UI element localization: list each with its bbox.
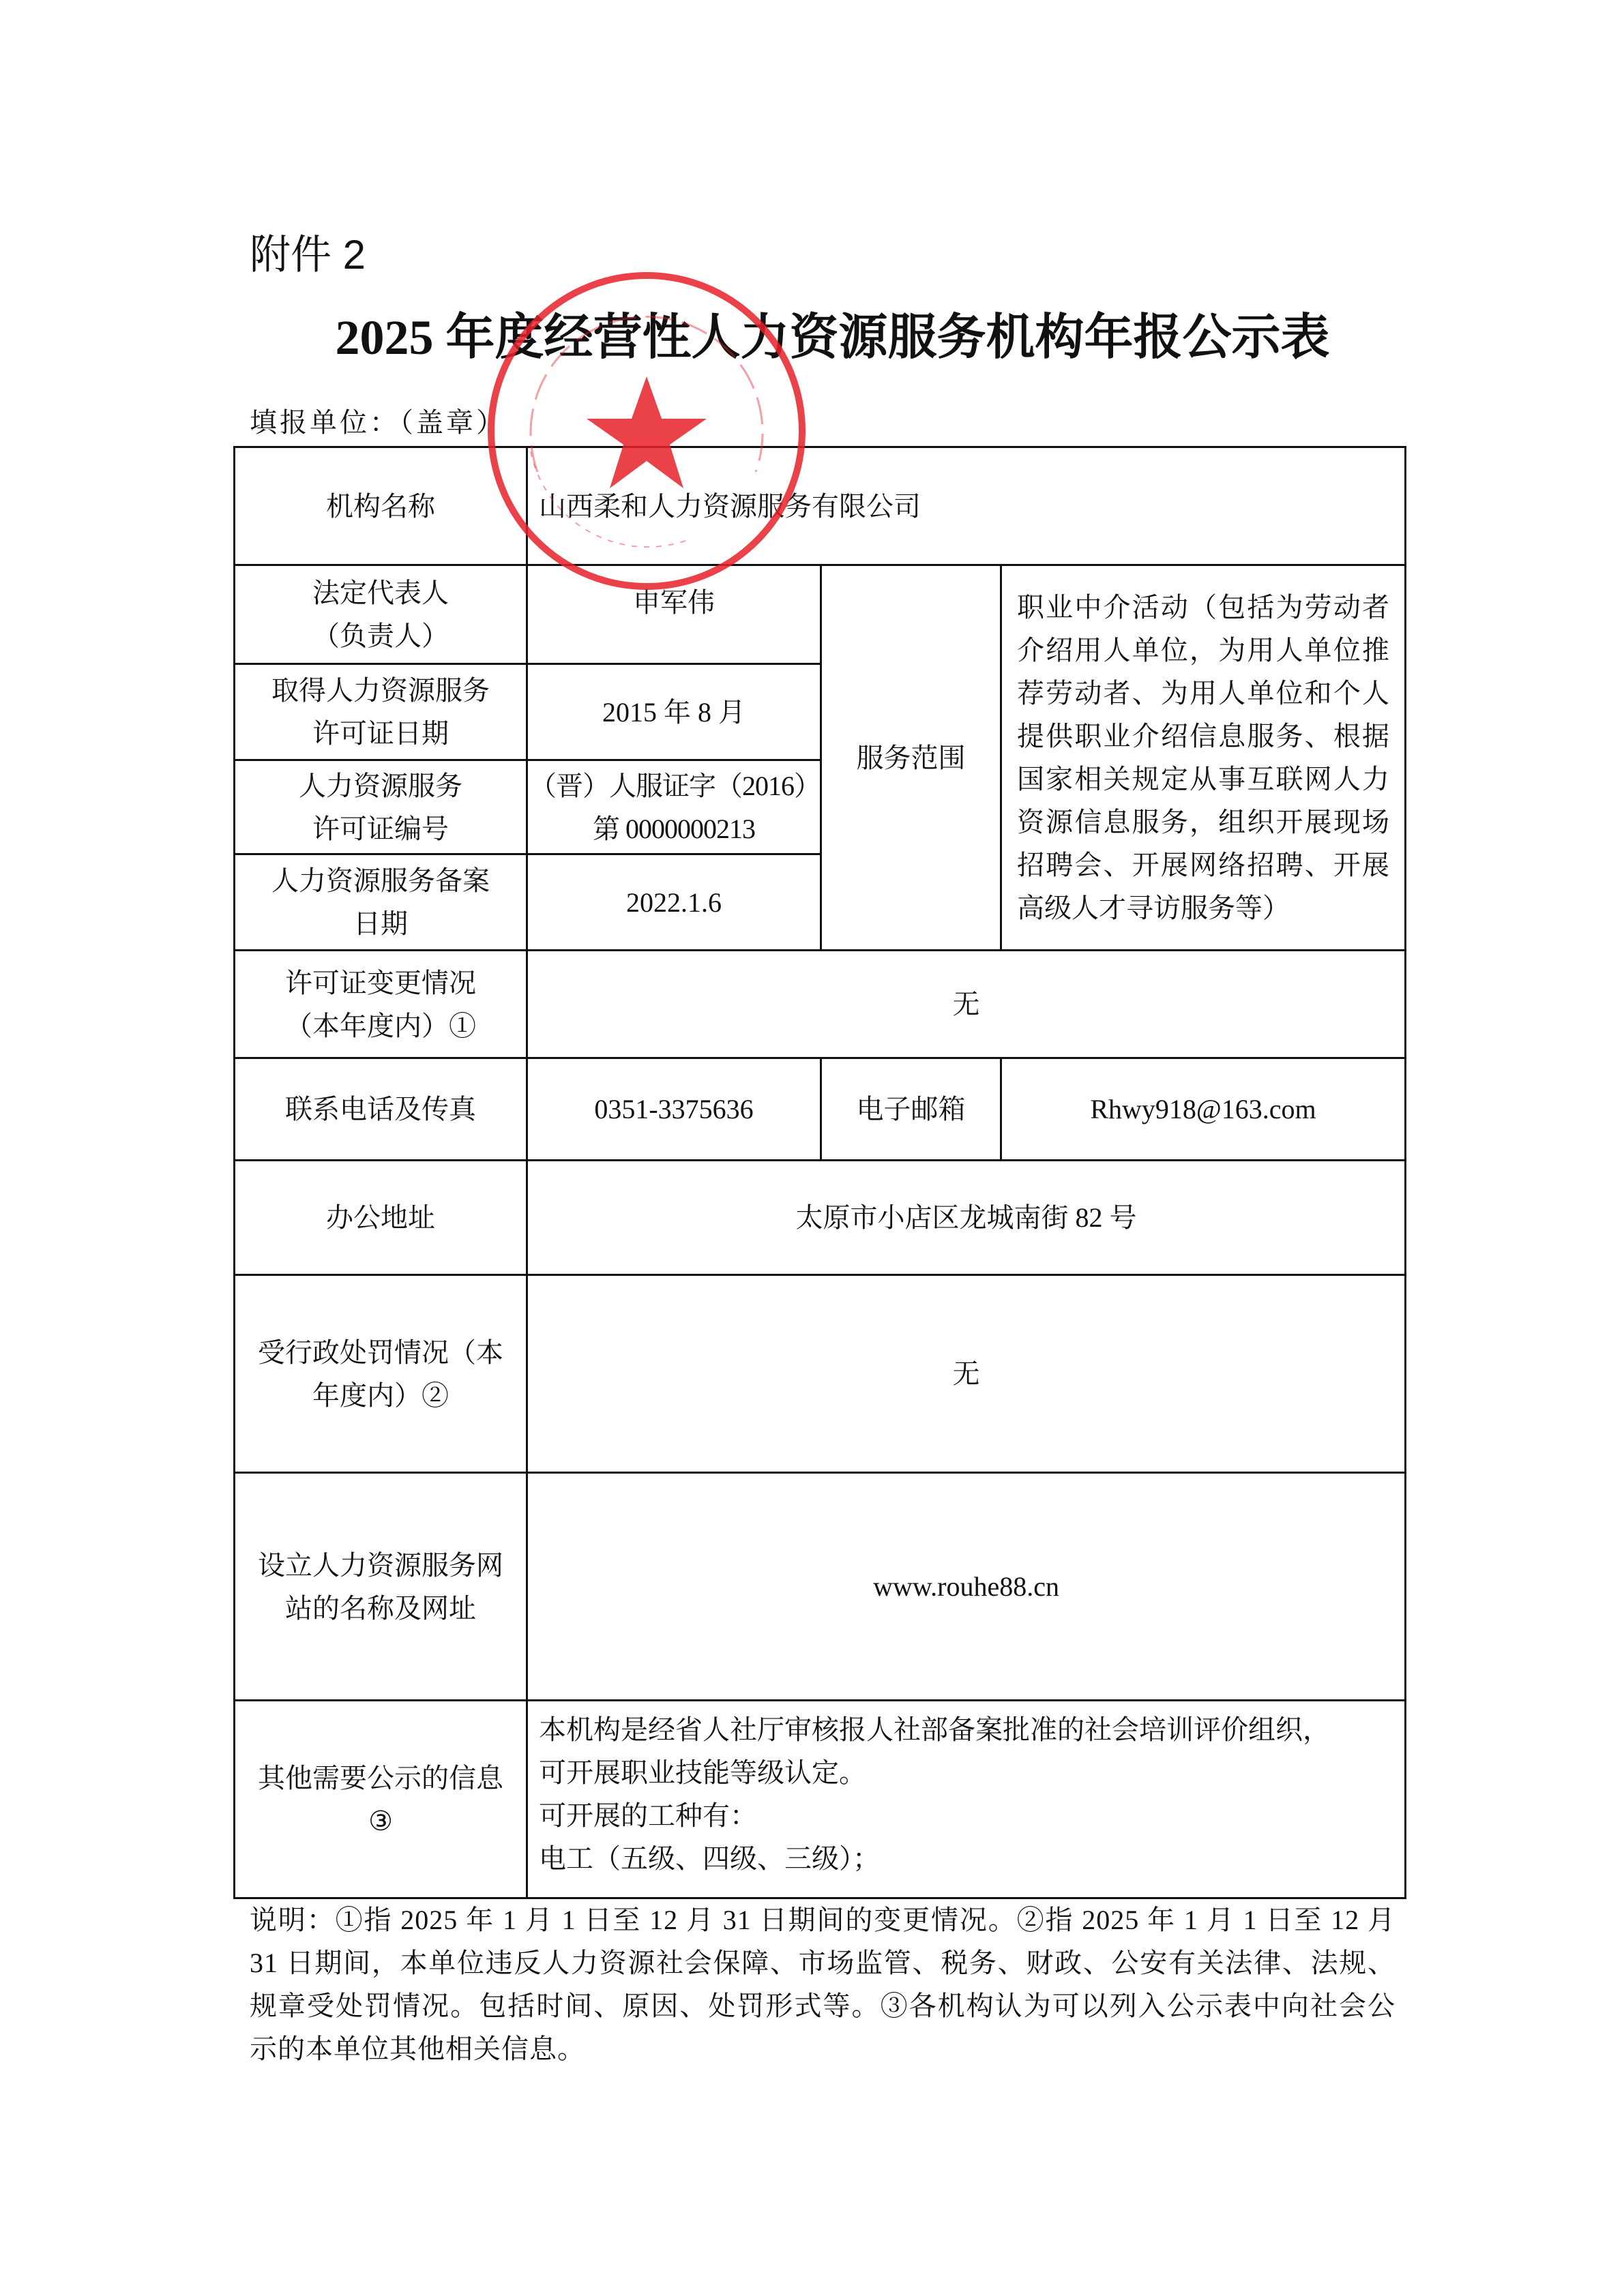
phone-label: 联系电话及传真 [235,1058,527,1161]
scope-label: 服务范围 [821,565,1001,951]
org-name-value: 山西柔和人力资源服务有限公司 [527,447,1406,565]
attachment-label: 附件 2 [250,232,366,278]
table-row [235,1473,1406,1701]
other-label: 其他需要公示的信息 ③ [235,1701,527,1898]
license-date-value: 2015 年 8 月 [527,664,821,760]
phone-value: 0351-3375636 [527,1058,821,1161]
penalty-value: 无 [527,1275,1406,1473]
table-row [235,447,1406,565]
website-label: 设立人力资源服务网 站的名称及网址 [235,1473,527,1701]
penalty-label: 受行政处罚情况（本 年度内）② [235,1275,527,1473]
page-title: 2025 年度经营性人力资源服务机构年报公示表 [335,310,1330,365]
legal-rep-label: 法定代表人 （负责人） [235,565,527,664]
other-value: 本机构是经省人社厅审核报人社部备案批准的社会培训评价组织， 可开展职业技能等级认定。 可开展的工种有： 电工（五级、四级、三级）； [527,1701,1406,1898]
table-row [235,1275,1406,1473]
filler-label: 填报单位：（盖章） [250,407,506,438]
legal-rep-value: 申军伟 [527,565,821,664]
table-row [235,1058,1406,1161]
address-value: 太原市小店区龙城南街 82 号 [527,1161,1406,1275]
org-name-label: 机构名称 [235,447,527,565]
table-row [235,565,1406,664]
filing-date-value: 2022.1.6 [527,854,821,951]
email-value: Rhwy918@163.com [1001,1058,1406,1161]
filing-date-label: 人力资源服务备案 日期 [235,854,527,951]
license-change-value: 无 [527,951,1406,1058]
license-change-label: 许可证变更情况 （本年度内）① [235,951,527,1058]
table-row [235,1701,1406,1898]
scope-value: 职业中介活动（包括为劳动者介绍用人单位，为用人单位推荐劳动者、为用人单位和个人提供职业介绍信息服务、根据国家相关规定从事互联网人力资源信息服务，组织开展现场招聘会、开展网络招聘、开展高级人才寻访服务等） [1001,565,1406,951]
address-label: 办公地址 [235,1161,527,1275]
notes: 说明：①指 2025 年 1 月 1 日至 12 月 31 日期间的变更情况。②指 2025 年 1 月 1 日至 12 月 31 日期间，本单位违反人力资源社会保障、市场监管、税务、财政、公安有关法律、法规、规章受处罚情况。包括时间、原因、处罚形式等。③各机构认为可以列入公示表中向社会公示的本单位其他相关信息。 [250,1905,1396,2064]
license-no-value: （晋）人服证字（2016） 第 0000000213 [527,760,821,854]
table-row [235,1161,1406,1275]
report-table [233,446,1406,1899]
table-row [235,951,1406,1058]
email-label: 电子邮箱 [821,1058,1001,1161]
website-value: www.rouhe88.cn [527,1473,1406,1701]
license-date-label: 取得人力资源服务 许可证日期 [235,664,527,760]
license-no-label: 人力资源服务 许可证编号 [235,760,527,854]
